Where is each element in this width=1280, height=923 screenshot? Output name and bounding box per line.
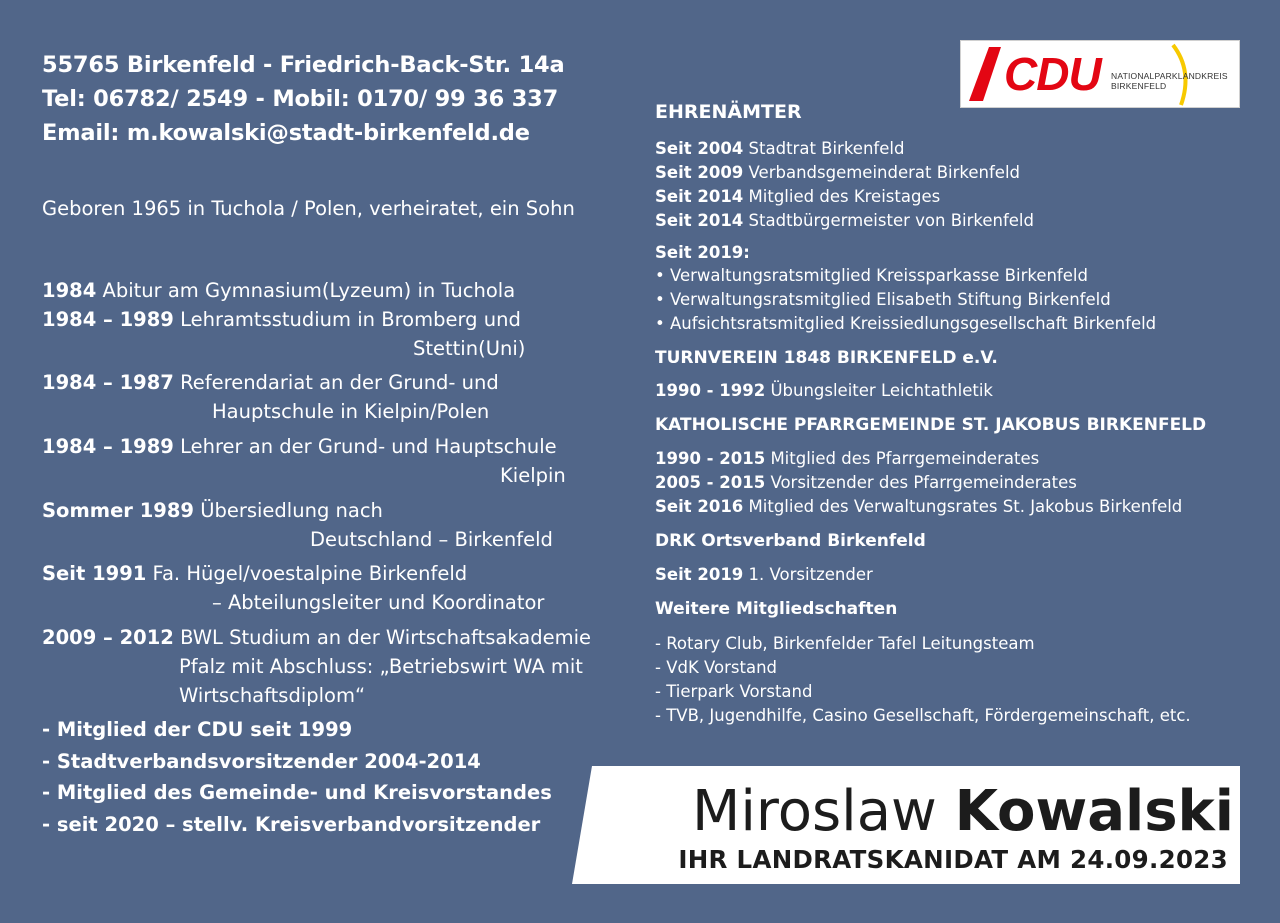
parish-year: 1990 - 2015 — [655, 449, 766, 468]
bio-text-cont: – Abteilungsleiter und Koordinator — [212, 591, 545, 614]
honor-item — [655, 185, 940, 209]
honor-text: Stadtbürgermeister von Birkenfeld — [748, 211, 1034, 230]
drk-year: Seit 2019 — [655, 565, 744, 584]
bio-text: Lehrer an der Grund- und Hauptschule — [180, 435, 557, 458]
bio-text: Fa. Hügel/voestalpine Birkenfeld — [152, 562, 468, 585]
honor-text: Verbandsgemeinderat Birkenfeld — [748, 163, 1021, 182]
bio-text-cont: Wirtschaftsdiplom“ — [179, 684, 366, 707]
bio-text-cont: Deutschland – Birkenfeld — [310, 528, 553, 551]
bio-text: Übersiedlung nach — [200, 499, 383, 522]
bio-year: Sommer 1989 — [42, 499, 194, 522]
logo-wordmark: CDU — [1004, 48, 1101, 100]
party-role-line: - seit 2020 – stellv. Kreisverbandvorsitzender — [42, 812, 541, 836]
parish-text: Mitglied des Pfarrgemeinderates — [770, 449, 1040, 468]
bio-entry — [42, 496, 617, 554]
first-name: Miroslaw — [692, 779, 937, 844]
bio-text: BWL Studium an der Wirtschaftsakademie — [180, 626, 592, 649]
since-2019-item: • Aufsichtsratsmitglied Kreissiedlungsgesellschaft Birkenfeld — [655, 314, 1157, 333]
honor-year: Seit 2014 — [655, 211, 744, 230]
section-heading: EHRENÄMTER — [655, 101, 802, 123]
party-roles — [42, 714, 552, 840]
name-banner — [572, 766, 1240, 884]
bio-entry — [42, 623, 617, 710]
bio-text-cont: Stettin(Uni) — [413, 337, 526, 360]
bio-year: 1984 – 1989 — [42, 435, 174, 458]
logo-red-swoosh — [969, 47, 1001, 101]
bio-entry — [42, 559, 617, 617]
bio-entry — [42, 305, 617, 363]
candidate-name — [594, 774, 1234, 850]
parish-item — [655, 447, 1039, 471]
membership-item: - Tierpark Vorstand — [655, 682, 813, 701]
honor-text: Mitglied des Kreistages — [748, 187, 941, 206]
phone-line: Tel: 06782/ 2549 - Mobil: 0170/ 99 36 337 — [42, 86, 559, 112]
bio-text: Abitur am Gymnasium(Lyzeum) in Tuchola — [102, 279, 516, 302]
bio-entry — [42, 432, 617, 490]
parish-year: 2005 - 2015 — [655, 473, 766, 492]
cdu-logo — [960, 40, 1240, 108]
club-item — [655, 379, 993, 403]
club-text: Übungsleiter Leichtathletik — [770, 381, 993, 400]
bio-entry — [42, 368, 617, 426]
honor-year: Seit 2014 — [655, 187, 744, 206]
bio-entry — [42, 276, 617, 305]
drk-text: 1. Vorsitzender — [748, 565, 873, 584]
bio-year: 1984 – 1987 — [42, 371, 174, 394]
bio-year: 1984 — [42, 279, 97, 302]
bio-text-cont: Kielpin — [500, 464, 566, 487]
since-2019-item: • Verwaltungsratsmitglied Elisabeth Stiftung Birkenfeld — [655, 290, 1111, 309]
bio-text: Referendariat an der Grund- und — [180, 371, 499, 394]
address-line: 55765 Birkenfeld - Friedrich-Back-Str. 14a — [42, 52, 565, 78]
honor-item — [655, 209, 1034, 233]
honor-year: Seit 2009 — [655, 163, 744, 182]
parish-item — [655, 495, 1182, 519]
section-heading: Weitere Mitgliedschaften — [655, 599, 898, 619]
drk-item — [655, 563, 873, 587]
honor-item — [655, 161, 1020, 185]
parish-text: Mitglied des Verwaltungsrates St. Jakobus Birkenfeld — [748, 497, 1183, 516]
membership-item: - VdK Vorstand — [655, 658, 778, 677]
honor-text: Stadtrat Birkenfeld — [748, 139, 905, 158]
honor-item — [655, 137, 904, 161]
honor-year: Seit 2004 — [655, 139, 744, 158]
email-line: Email: m.kowalski@stadt-birkenfeld.de — [42, 120, 530, 146]
club-year: 1990 - 1992 — [655, 381, 766, 400]
election-tagline: IHR LANDRATSKANIDAT AM 24.09.2023 — [678, 845, 1228, 874]
section-heading: TURNVEREIN 1848 BIRKENFELD e.V. — [655, 348, 998, 368]
logo-subtitle: BIRKENFELD — [1111, 81, 1167, 91]
last-name: Kowalski — [954, 779, 1234, 844]
membership-item: - TVB, Jugendhilfe, Casino Gesellschaft, Fördergemeinschaft, etc. — [655, 706, 1191, 725]
membership-item: - Rotary Club, Birkenfelder Tafel Leitungsteam — [655, 634, 1035, 653]
party-role-line: - Mitglied des Gemeinde- und Kreisvorstandes — [42, 781, 552, 804]
party-role-line: - Mitglied der CDU seit 1999 — [42, 718, 353, 741]
party-role-line: - Stadtverbandsvorsitzender 2004-2014 — [42, 749, 481, 773]
bio-text-cont: Hauptschule in Kielpin/Polen — [212, 400, 490, 423]
parish-year: Seit 2016 — [655, 497, 744, 516]
bio-text: Lehramtsstudium in Bromberg und — [180, 308, 521, 331]
since-2019-item: • Verwaltungsratsmitglied Kreissparkasse Birkenfeld — [655, 266, 1088, 285]
section-heading: KATHOLISCHE PFARRGEMEINDE ST. JAKOBUS BIRKENFELD — [655, 415, 1207, 435]
parish-text: Vorsitzender des Pfarrgemeinderates — [770, 473, 1077, 492]
parish-item — [655, 471, 1077, 495]
bio-text-cont: Pfalz mit Abschluss: „Betriebswirt WA mit — [179, 655, 583, 678]
section-heading: DRK Ortsverband Birkenfeld — [655, 531, 926, 551]
contact-block — [42, 48, 564, 150]
birth-info: Geboren 1965 in Tuchola / Polen, verheiratet, ein Sohn — [42, 197, 575, 220]
bio-year: Seit 1991 — [42, 562, 147, 585]
bio-year: 2009 – 2012 — [42, 626, 174, 649]
bio-year: 1984 – 1989 — [42, 308, 174, 331]
since-2019-label: Seit 2019: — [655, 243, 750, 262]
logo-subtitle: NATIONALPARKLANDKREIS — [1111, 71, 1228, 81]
